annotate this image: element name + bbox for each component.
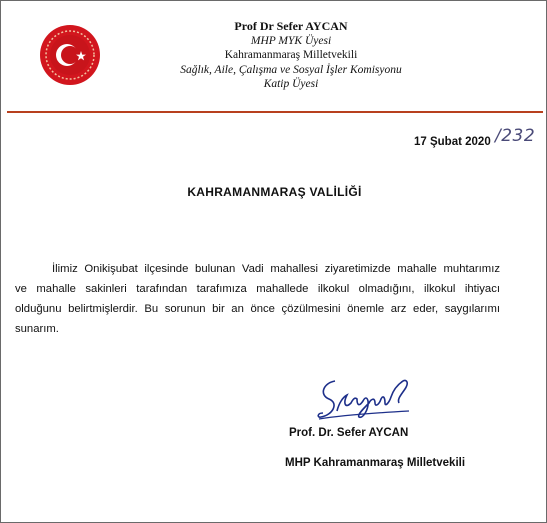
letterhead-divider bbox=[7, 111, 543, 113]
handwritten-document-number: /232 bbox=[495, 126, 536, 146]
letter-date: 17 Şubat 2020 bbox=[414, 136, 491, 148]
letterhead-line-3: Sağlık, Aile, Çalışma ve Sosyal İşler Komisyonu bbox=[180, 63, 402, 76]
body-line: ve mahalle sakinleri tarafından tarafımıza mahallede ilkokul olmadığını, ilkokul ihtiyacı bbox=[15, 283, 500, 295]
body-line: sunarım. bbox=[15, 323, 59, 335]
letterhead bbox=[161, 19, 421, 92]
letterhead-name: Prof Dr Sefer AYCAN bbox=[234, 19, 348, 33]
letterhead-line-4: Katip Üyesi bbox=[263, 78, 319, 90]
signer-name: Prof. Dr. Sefer AYCAN bbox=[289, 427, 409, 439]
letterhead-line-2: Kahramanmaraş Milletvekili bbox=[224, 49, 358, 61]
body-line: İlimiz Onikişubat ilçesinde bulunan Vadi mahallesi ziyaretimizde mahalle muhtarımız bbox=[52, 263, 500, 275]
letter-body bbox=[15, 259, 500, 339]
tbmm-emblem-icon bbox=[39, 24, 101, 86]
signer-title: MHP Kahramanmaraş Milletvekili bbox=[285, 457, 466, 469]
handwritten-signature bbox=[313, 373, 423, 423]
letterhead-line-1: MHP MYK Üyesi bbox=[250, 34, 332, 47]
addressee: KAHRAMANMARAŞ VALİLİĞİ bbox=[187, 185, 362, 199]
body-line: olduğunu belirtmişlerdir. Bu sorunun bir an önce çözülmesini önemle arz eder, saygılarımı bbox=[15, 303, 500, 315]
date-block bbox=[414, 126, 536, 150]
